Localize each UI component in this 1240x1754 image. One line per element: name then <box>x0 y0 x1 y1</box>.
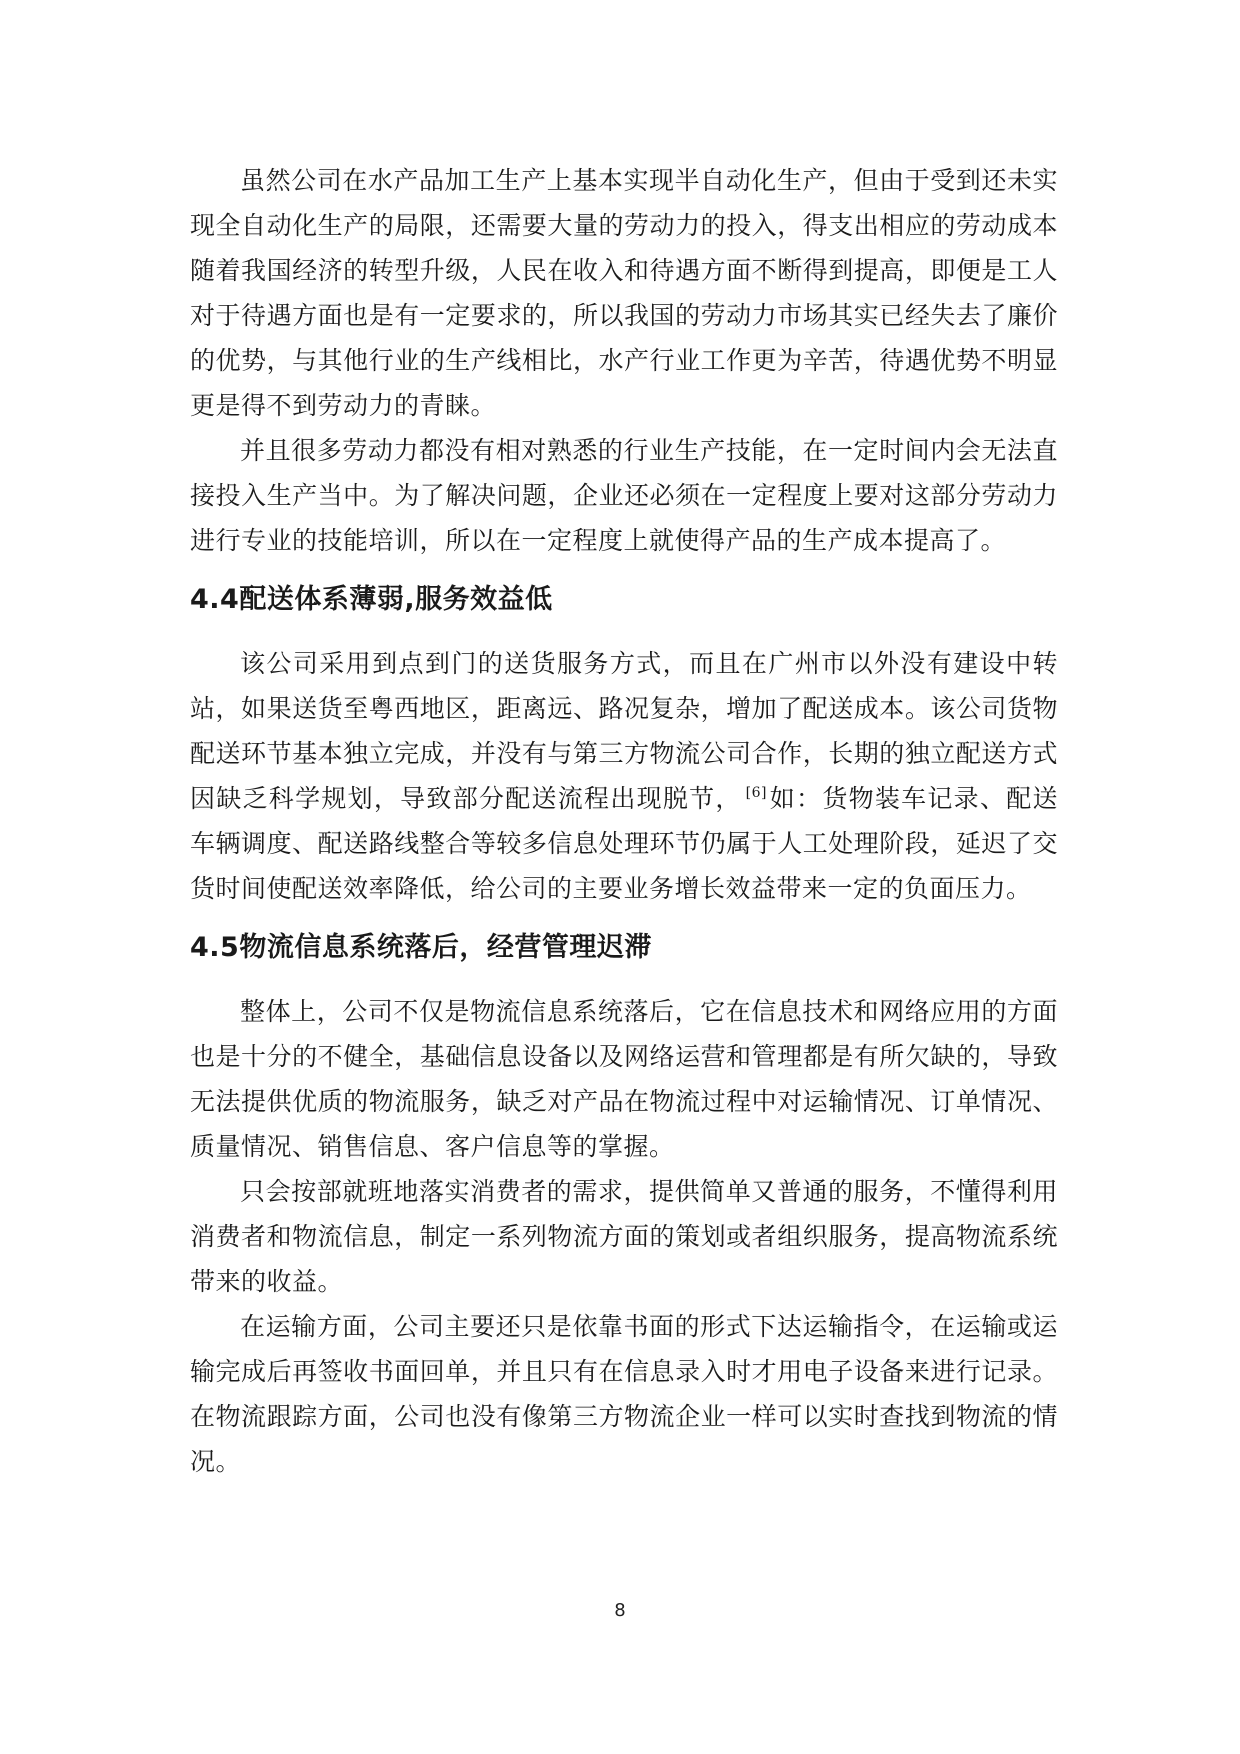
page-number: 8 <box>614 1600 626 1621</box>
section-heading-4-4: 4.4配送体系薄弱,服务效益低 <box>190 584 553 615</box>
body-paragraph: 整体上，公司不仅是物流信息系统落后，它在信息技术和网络应用的方面也是十分的不健全，基础信息设备以及网络运营和管理都是有所欠缺的，导致无法提供优质的物流服务，缺乏对产品在物流过程中对运输情况、订单情况、质量情况、销售信息、客户信息等的掌握。 <box>190 997 1058 1161</box>
citation-reference: [6] <box>745 785 768 801</box>
body-paragraph: 虽然公司在水产品加工生产上基本实现半自动化生产，但由于受到还未实现全自动化生产的局限，还需要大量的劳动力的投入，得支出相应的劳动成本随着我国经济的转型升级，人民在收入和待遇方面不断得到提高，即便是工人对于待遇方面也是有一定要求的，所以我国的劳动力市场其实已经失去了廉价的优势，与其他行业的生产线相比，水产行业工作更为辛苦，待遇优势不明显更是得不到劳动力的青睐。 <box>190 166 1058 420</box>
page-content <box>190 158 1058 1484</box>
body-paragraph <box>190 641 1058 911</box>
body-paragraph: 并且很多劳动力都没有相对熟悉的行业生产技能，在一定时间内会无法直接投入生产当中。为了解决问题，企业还必须在一定程度上要对这部分劳动力进行专业的技能培训，所以在一定程度上就使得产品的生产成本提高了。 <box>190 436 1058 555</box>
body-paragraph: 在运输方面，公司主要还只是依靠书面的形式下达运输指令，在运输或运输完成后再签收书面回单，并且只有在信息录入时才用电子设备来进行记录。在物流跟踪方面，公司也没有像第三方物流企业一样可以实时查找到物流的情况。 <box>190 1312 1058 1476</box>
body-paragraph: 只会按部就班地落实消费者的需求，提供简单又普通的服务，不懂得利用消费者和物流信息，制定一系列物流方面的策划或者组织服务，提高物流系统带来的收益。 <box>190 1177 1058 1296</box>
section-heading-4-5: 4.5物流信息系统落后，经营管理迟滞 <box>190 932 652 963</box>
paragraph-text: 如：货物装车记录、配送车辆调度、配送路线整合等较多信息处理环节仍属于人工处理阶段，延迟了交货时间使配送效率降低，给公司的主要业务增长效益带来一定的负面压力。 <box>190 784 1058 903</box>
paragraph-text: 该公司采用到点到门的送货服务方式，而且在广州市以外没有建设中转站，如果送货至粤西地区，距离远、路况复杂，增加了配送成本。该公司货物配送环节基本独立完成，并没有与第三方物流公司合作，长期的独立配送方式因缺乏科学规划，导致部分配送流程出现脱节， <box>190 649 1058 813</box>
